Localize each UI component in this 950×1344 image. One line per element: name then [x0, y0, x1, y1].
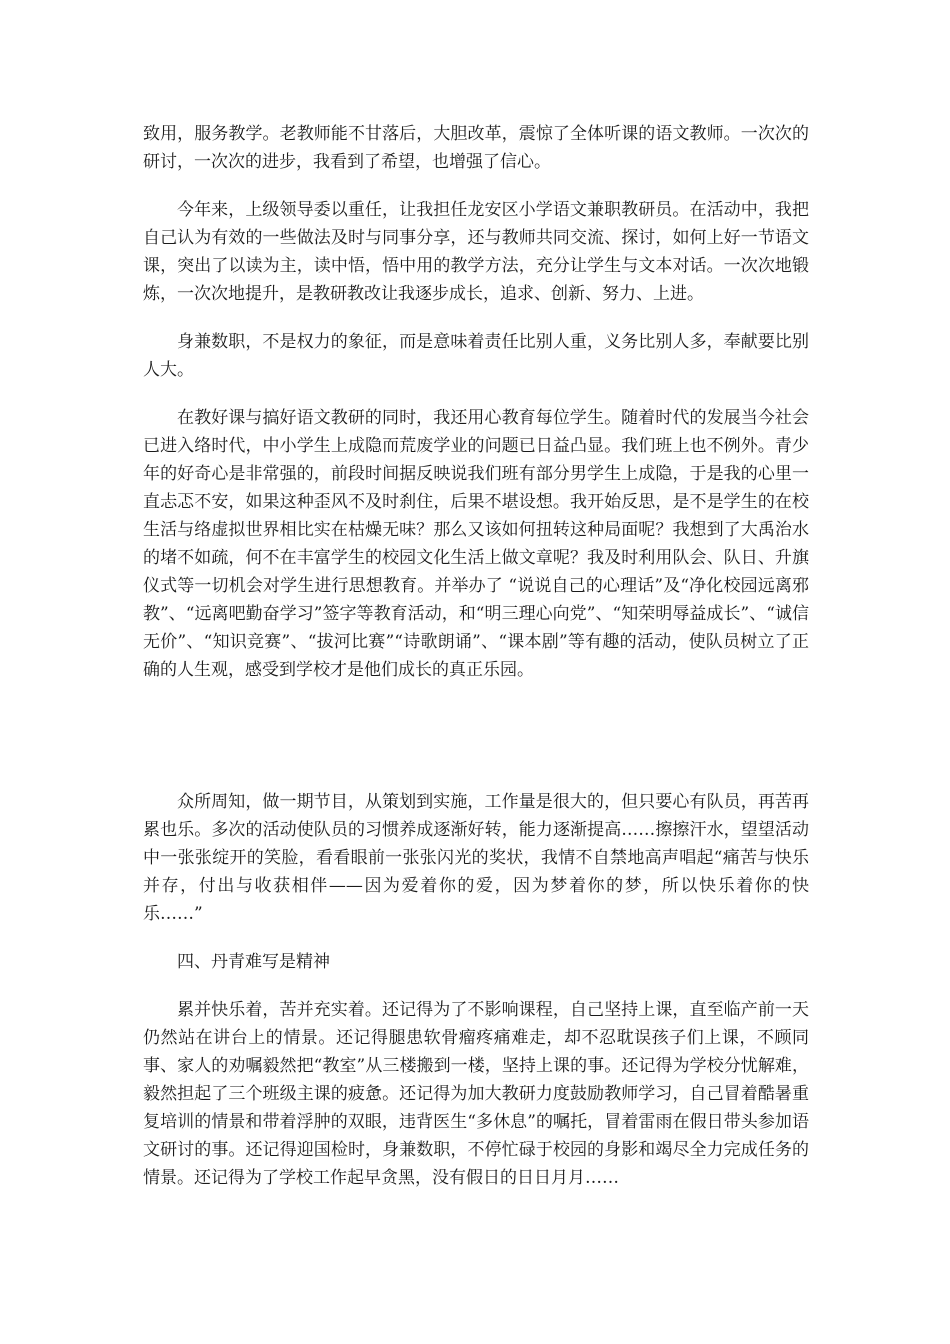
paragraph-continuation: 致用，服务教学。老教师能不甘落后，大胆改革，震惊了全体听课的语文教师。一次次的研讨，一次次的进步，我看到了希望，也增强了信心。 [143, 124, 809, 172]
document-body [143, 120, 809, 1212]
blank-gap [143, 704, 809, 788]
paragraph-activities: 众所周知，做一期节目，从策划到实施，工作量是很大的，但只要心有队员，再苦再累也乐。多次的活动使队员的习惯养成逐渐好转，能力逐渐提高……擦擦汗水，望望活动中一张张绽开的笑脸，看看眼前一张张闪光的奖状，我情不自禁地高声唱起“痛苦与快乐并存，付出与收获相伴——因为爱着你的爱，因为梦着你的梦，所以快乐着你的快乐……” [143, 792, 809, 924]
paragraph-dedication: 累并快乐着，苦并充实着。还记得为了不影响课程，自己坚持上课，直至临产前一天仍然站在讲台上的情景。还记得腿患软骨瘤疼痛难走，却不忍耽误孩子们上课，不顾同事、家人的劝嘱毅然把“教室”从三楼搬到一楼，坚持上课的事。还记得为学校分忧解难，毅然担起了三个班级主课的疲惫。还记得为加大教研力度鼓励教师学习，自己冒着酷暑重复培训的情景和带着浮肿的双眼，违背医生“多休息”的嘱托，冒着雷雨在假日带头参加语文研讨的事。还记得迎国检时，身兼数职，不停忙碌于校园的身影和竭尽全力完成任务的情景。还记得为了学校工作起早贪黑，没有假日的日日月月…… [143, 1000, 809, 1188]
paragraph-student-education: 在教好课与搞好语文教研的同时，我还用心教育每位学生。随着时代的发展当今社会已进入络时代，中小学生上成隐而荒废学业的问题已日益凸显。我们班上也不例外。青少年的好奇心是非常强的，前段时间据反映说我们班有部分男学生上成隐，于是我的心里一直忐忑不安，如果这种歪风不及时刹住，后果不堪设想。我开始反思，是不是学生的在校生活与络虚拟世界相比实在枯燥无味？那么又该如何扭转这种局面呢？我想到了大禹治水的堵不如疏，何不在丰富学生的校园文化生活上做文章呢？我及时利用队会、队日、升旗仪式等一切机会对学生进行思想教育。并举办了 “说说自己的心理话”及“净化校园远离邪教”、“远离吧勤奋学习”签字等教育活动，和“明三理心向党”、“知荣明辱益成长”、“诚信无价”、“知识竞赛”、“拔河比赛”“诗歌朗诵”、“课本剧”等有趣的活动，使队员树立了正确的人生观，感受到学校才是他们成长的真正乐园。 [143, 408, 809, 680]
paragraph-responsibility: 身兼数职，不是权力的象征，而是意味着责任比别人重，义务比别人多，奉献要比别人大。 [143, 332, 809, 380]
section-heading: 四、丹青难写是精神 [177, 952, 330, 972]
paragraph-research-role: 今年来，上级领导委以重任，让我担任龙安区小学语文兼职教研员。在活动中，我把自己认为有效的一些做法及时与同事分享，还与教师共同交流、探讨，如何上好一节语文课，突出了以读为主，读中悟，悟中用的教学方法，充分让学生与文本对话。一次次地锻炼，一次次地提升，是教研教改让我逐步成长，追求、创新、努力、上进。 [143, 200, 809, 304]
